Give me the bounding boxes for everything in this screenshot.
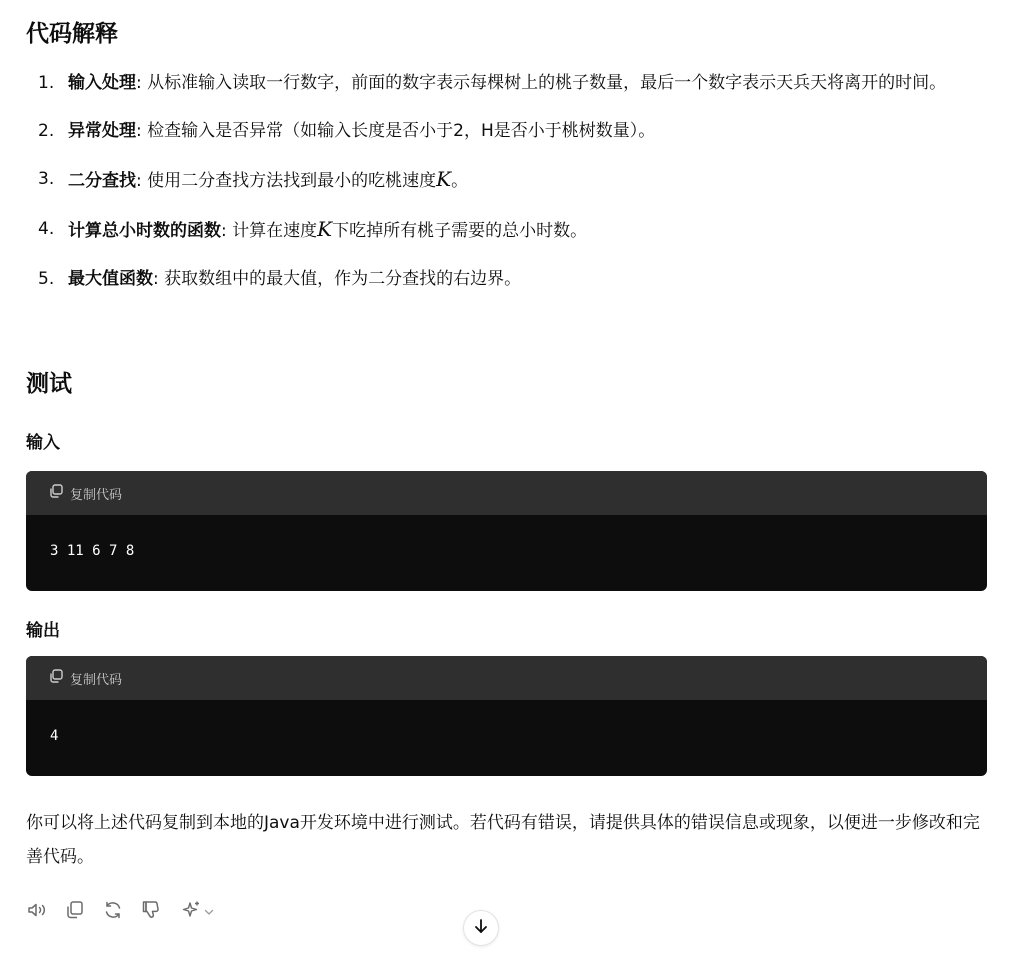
chevron-down-icon (203, 903, 215, 922)
copy-code-button[interactable] (48, 483, 122, 503)
item-title: 最大值函数 (68, 269, 153, 289)
code-header (26, 656, 987, 700)
read-aloud-icon (26, 899, 48, 925)
list-number: 4. (38, 219, 55, 239)
item-text: 使用二分查找方法找到最小的吃桃速度 (147, 171, 437, 191)
list-number: 5. (38, 269, 55, 289)
regenerate-icon (102, 899, 124, 925)
sparkle-icon (181, 899, 203, 925)
input-label: 输入 (26, 433, 60, 453)
list-number: 1. (38, 73, 55, 93)
model-switch-button[interactable] (178, 901, 218, 923)
thumbs-down-button[interactable] (140, 901, 162, 923)
arrow-down-icon (472, 917, 490, 939)
list-number: 3. (38, 169, 55, 189)
list-item: 3. 二分查找: 使用二分查找方法找到最小的吃桃速度K。 (26, 162, 987, 198)
section-heading-testing: 测试 (26, 371, 72, 397)
list-item: 4. 计算总小时数的函数: 计算在速度K下吃掉所有桃子需要的总小时数。 (26, 212, 987, 248)
closing-paragraph: 你可以将上述代码复制到本地的Java开发环境中进行测试。若代码有错误，请提供具体的错误信息或现象，以便进一步修改和完善代码。 (26, 813, 980, 867)
item-title: 计算总小时数的函数 (68, 221, 221, 241)
code-block-input (26, 471, 987, 591)
copy-code-label: 复制代码 (70, 672, 123, 688)
item-text: 检查输入是否异常（如输入长度是否小于2，H是否小于桃树数量）。 (147, 121, 656, 141)
item-title: 二分查找 (68, 171, 136, 191)
copy-icon (64, 899, 86, 925)
math-variable: K (436, 167, 452, 191)
explanation-list (26, 66, 987, 310)
copy-code-button[interactable] (48, 668, 122, 688)
item-text: 计算在速度 (232, 221, 318, 241)
copy-icon (48, 668, 64, 688)
item-text: 获取数组中的最大值，作为二分查找的右边界。 (164, 269, 522, 289)
list-item: 1. 输入处理: 从标准输入读取一行数字，前面的数字表示每棵树上的桃子数量，最后一个数字表示天兵天将离开的时间。 (26, 66, 987, 100)
copy-code-label: 复制代码 (70, 487, 123, 503)
code-content: 4 (50, 728, 59, 744)
regenerate-button[interactable] (102, 901, 124, 923)
message-actions (26, 901, 218, 923)
item-text: 从标准输入读取一行数字，前面的数字表示每棵树上的桃子数量，最后一个数字表示天兵天将离开的时间。 (147, 73, 947, 93)
list-number: 2. (38, 121, 55, 141)
code-block-output (26, 656, 987, 776)
code-header (26, 471, 987, 515)
item-title: 输入处理 (68, 73, 136, 93)
section-heading-explanation: 代码解释 (26, 21, 118, 47)
copy-icon (48, 483, 64, 503)
item-title: 异常处理 (68, 121, 136, 141)
output-label: 输出 (26, 621, 60, 641)
list-item: 2. 异常处理: 检查输入是否异常（如输入长度是否小于2，H是否小于桃树数量）。 (26, 114, 987, 148)
copy-message-button[interactable] (64, 901, 86, 923)
math-variable: K (317, 217, 333, 241)
code-content: 3 11 6 7 8 (50, 543, 135, 559)
read-aloud-button[interactable] (26, 901, 48, 923)
list-item: 5. 最大值函数: 获取数组中的最大值，作为二分查找的右边界。 (26, 262, 987, 296)
scroll-to-bottom-button[interactable] (463, 910, 499, 946)
thumbs-down-icon (140, 899, 162, 925)
